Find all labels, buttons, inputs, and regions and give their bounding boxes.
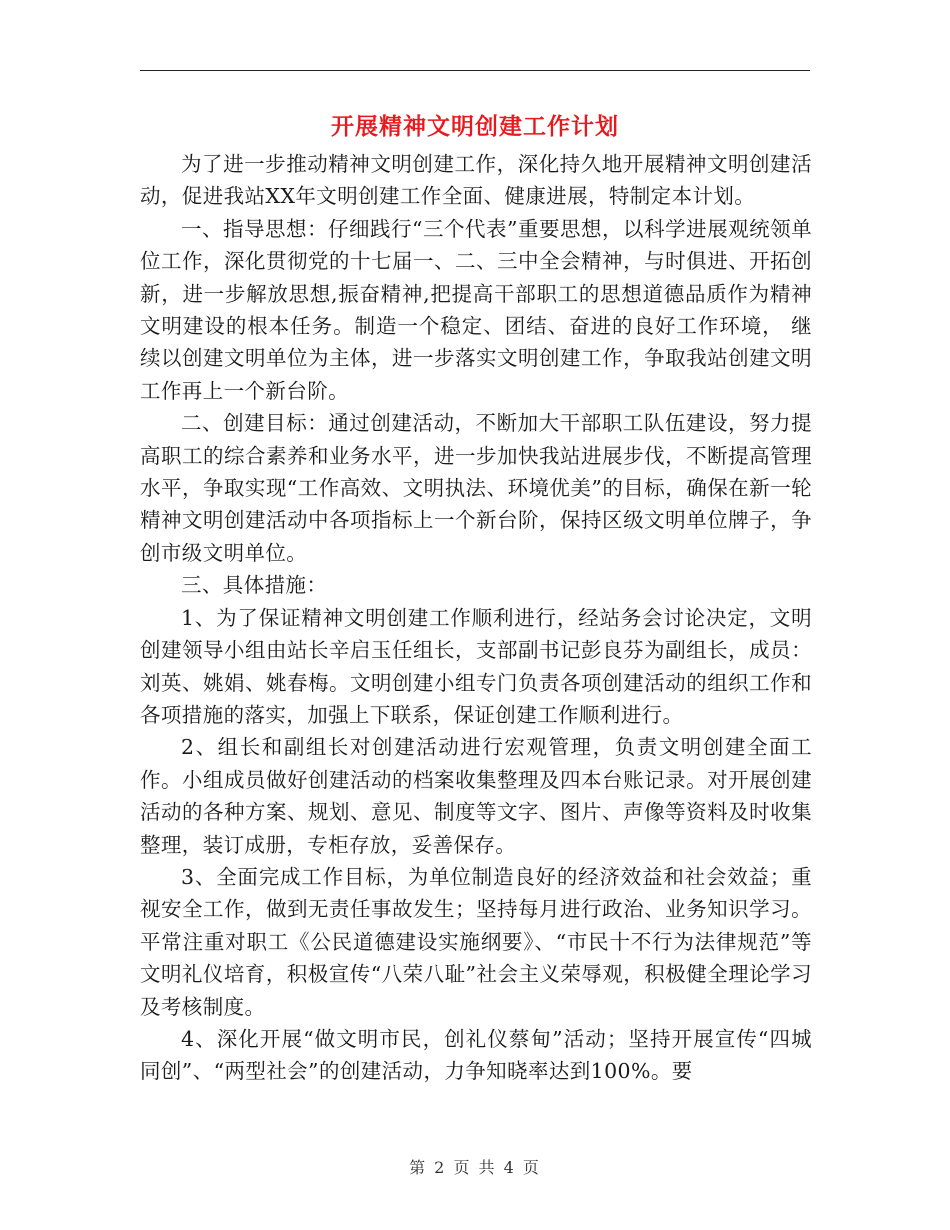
document-body [140, 148, 812, 1088]
page-number: 第 2 页 共 4 页 [409, 1158, 541, 1177]
header-rule [140, 70, 810, 71]
paragraph-goals: 二、创建目标：通过创建活动，不断加大干部职工队伍建设，努力提高职工的综合素养和业务水平，进一步加快我站进展步伐，不断提高管理水平，争取实现“工作高效、文明执法、环境优美”的目标，确保在新一轮精神文明创建活动中各项指标上一个新台阶，保持区级文明单位牌子，争创市级文明单位。 [140, 411, 812, 565]
paragraph-intro: 为了进一步推动精神文明创建工作，深化持久地开展精神文明创建活动，促进我站XX年文明创建工作全面、健康进展，特制定本计划。 [140, 152, 812, 209]
paragraph-measure-3: 3、全面完成工作目标，为单位制造良好的经济效益和社会效益；重视安全工作，做到无责任事故发生；坚持每月进行政治、业务知识学习。平常注重对职工《公民道德建设实施纲要》、“市民十不行为法律规范”等文明礼仪培育，积极宣传“八荣八耻”社会主义荣辱观，积极健全理论学习及考核制度。 [140, 864, 812, 1019]
paragraph-measure-4: 4、深化开展“做文明市民，创礼仪蔡甸”活动；坚持开展宣传“四城同创”、“两型社会”的创建活动，力争知晓率达到100%。要 [140, 1026, 812, 1084]
document-title: 开展精神文明创建工作计划 [331, 113, 619, 140]
paragraph-measure-1: 1、为了保证精神文明创建工作顺利进行，经站务会讨论决定，文明创建领导小组由站长辛启玉任组长，支部副书记彭良芬为副组长，成员：刘英、姚娟、姚春梅。文明创建小组专门负责各项创建活动的组织工作和各项措施的落实，加强上下联系，保证创建工作顺利进行。 [140, 605, 812, 727]
paragraph-guiding-ideology: 一、指导思想：仔细践行“三个代表”重要思想，以科学进展观统领单位工作，深化贯彻党的十七届一、二、三中全会精神，与时俱进、开拓创新，进一步解放思想,振奋精神,把提高干部职工的思想道德品质作为精神文明建设的根本任务。制造一个稳定、团结、奋进的良好工作环境， 继续以创建文明单位为主体，进一步落实文明创建工作，争取我站创建文明工作再上一个新台阶。 [140, 216, 812, 403]
paragraph-measures-heading: 三、具体措施： [181, 573, 328, 598]
paragraph-measure-2: 2、组长和副组长对创建活动进行宏观管理，负责文明创建全面工作。小组成员做好创建活动的档案收集整理及四本台账记录。对开展创建活动的各种方案、规划、意见、制度等文字、图片、声像等资料及时收集整理，装订成册，专柜存放，妥善保存。 [140, 735, 812, 857]
